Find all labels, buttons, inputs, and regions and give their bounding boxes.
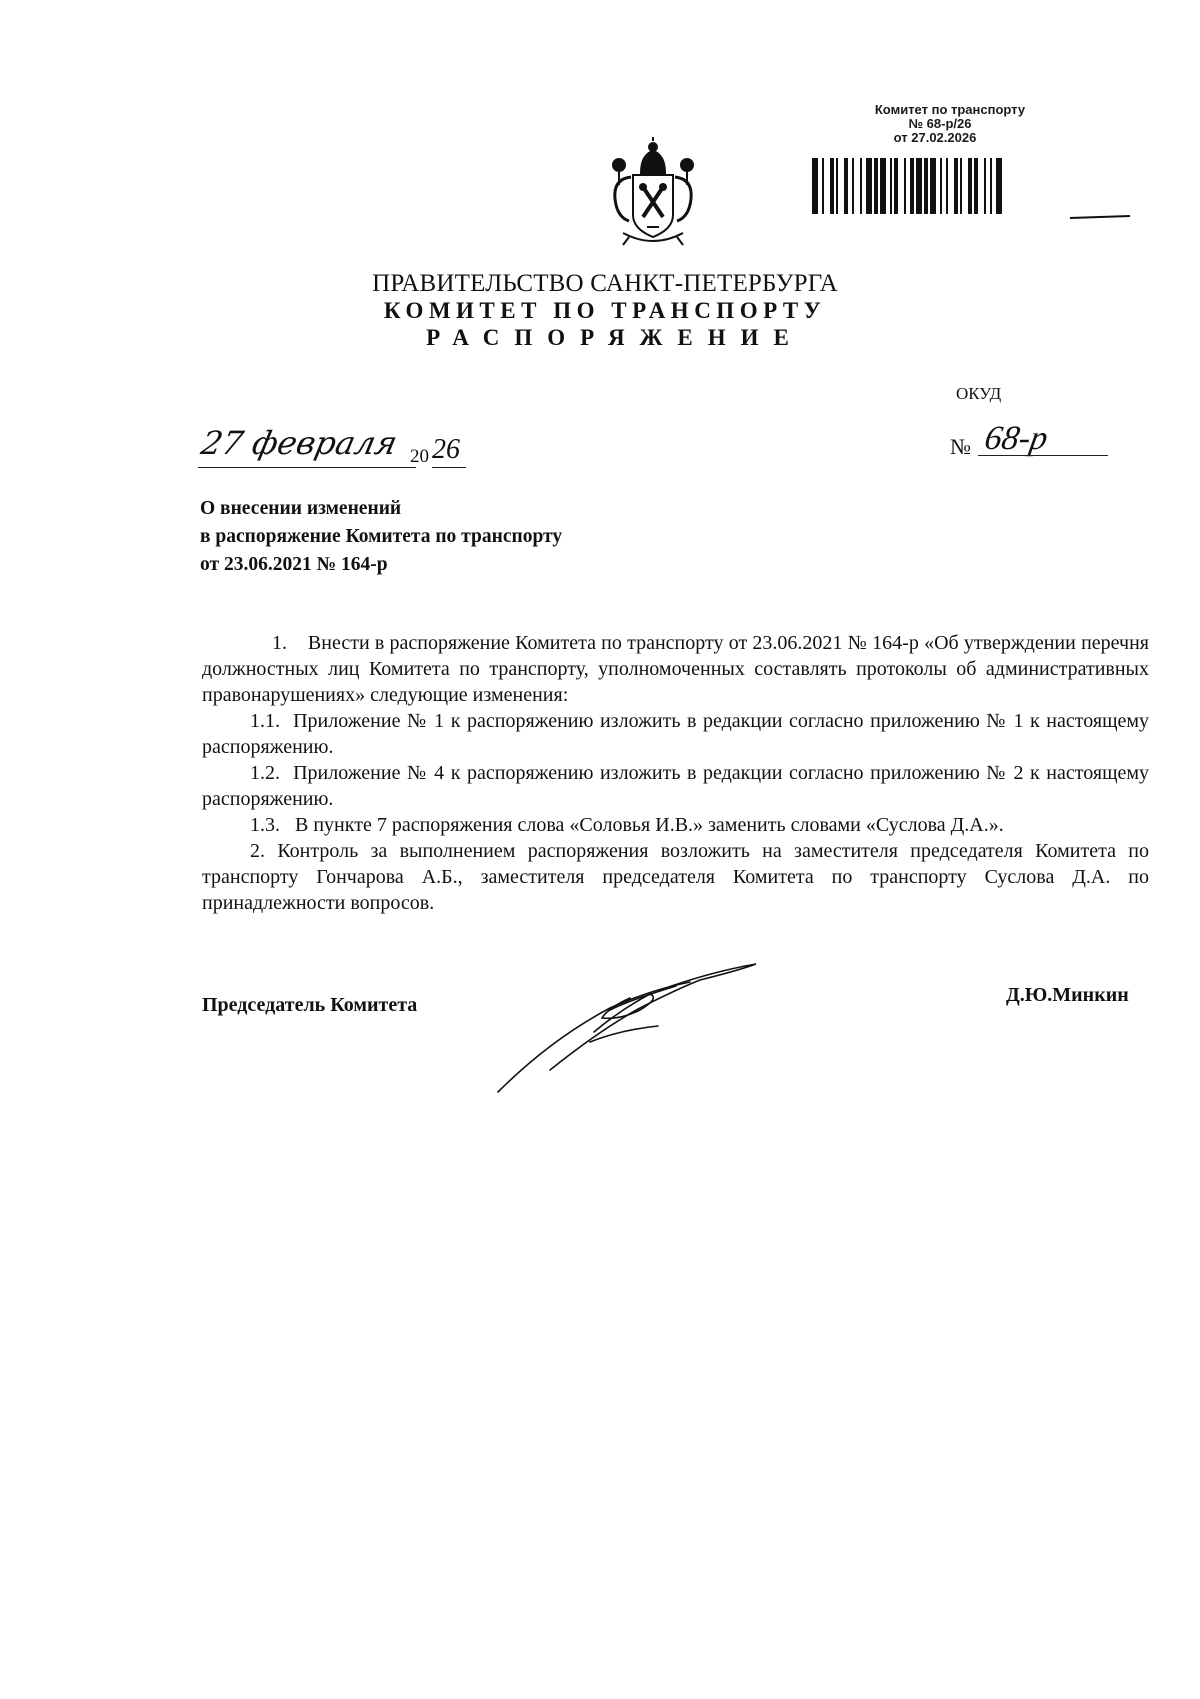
subject-line: от 23.06.2021 № 164-р: [200, 554, 388, 575]
stamp-line-number: № 68-р/26: [908, 116, 972, 131]
date-underline: [198, 467, 416, 468]
subject-line: О внесении изменений: [200, 498, 402, 519]
registration-stamp: [815, 103, 1055, 145]
year-prefix: 20: [410, 446, 429, 467]
paragraph-1-1: 1.1. Приложение № 1 к распоряжению изложить в редакции согласно приложению № 1 к настоящему распоряжению.: [202, 710, 1149, 758]
paragraph-2: 2. Контроль за выполнением распоряжения возложить на заместителя председателя Комитета по транспорту Гончарова А.Б., заместителя председателя Комитета по транспорту Суслова Д.А. по принадлежности вопросов.: [202, 840, 1149, 914]
handwritten-year: 26: [432, 434, 460, 465]
paragraph-1: 1. Внести в распоряжение Комитета по транспорту от 23.06.2021 № 164-р «Об утверждении перечня должностных лиц Комитета по транспорту, уполномоченных составлять протоколы об административных правонарушениях» следующие изменения:: [202, 632, 1149, 706]
government-title: ПРАВИТЕЛЬСТВО САНКТ-ПЕТЕРБУРГА: [372, 270, 838, 297]
document-subject: [200, 495, 562, 579]
handwritten-number: 68-р: [981, 420, 1051, 457]
year-underline: [432, 467, 466, 468]
stamp-line-committee: Комитет по транспорту: [874, 102, 1026, 117]
document-type-title: РАСПОРЯЖЕНИЕ: [426, 325, 804, 350]
signatory-title: Председатель Комитета: [202, 994, 418, 1016]
number-sign: №: [950, 434, 971, 459]
signatory-name: Д.Ю.Минкин: [1006, 984, 1129, 1006]
committee-title: КОМИТЕТ ПО ТРАНСПОРТУ: [383, 298, 827, 323]
okud-label: ОКУД: [956, 384, 1002, 403]
handwritten-signature-icon: [490, 950, 770, 1100]
paragraph-1-3: 1.3. В пункте 7 распоряжения слова «Соловья И.В.» заменить словами «Суслова Д.А.».: [250, 814, 1004, 836]
stamp-line-date: от 27.02.2026: [893, 130, 977, 145]
barcode-icon: [812, 158, 1132, 224]
document-body: [202, 630, 1149, 916]
number-underline: [978, 455, 1108, 456]
coat-of-arms-icon: [603, 137, 703, 249]
subject-line: в распоряжение Комитета по транспорту: [200, 526, 563, 547]
handwritten-date: 27 февраля: [197, 424, 401, 462]
paragraph-1-2: 1.2. Приложение № 4 к распоряжению изложить в редакции согласно приложению № 2 к настоящему распоряжению.: [202, 762, 1149, 810]
